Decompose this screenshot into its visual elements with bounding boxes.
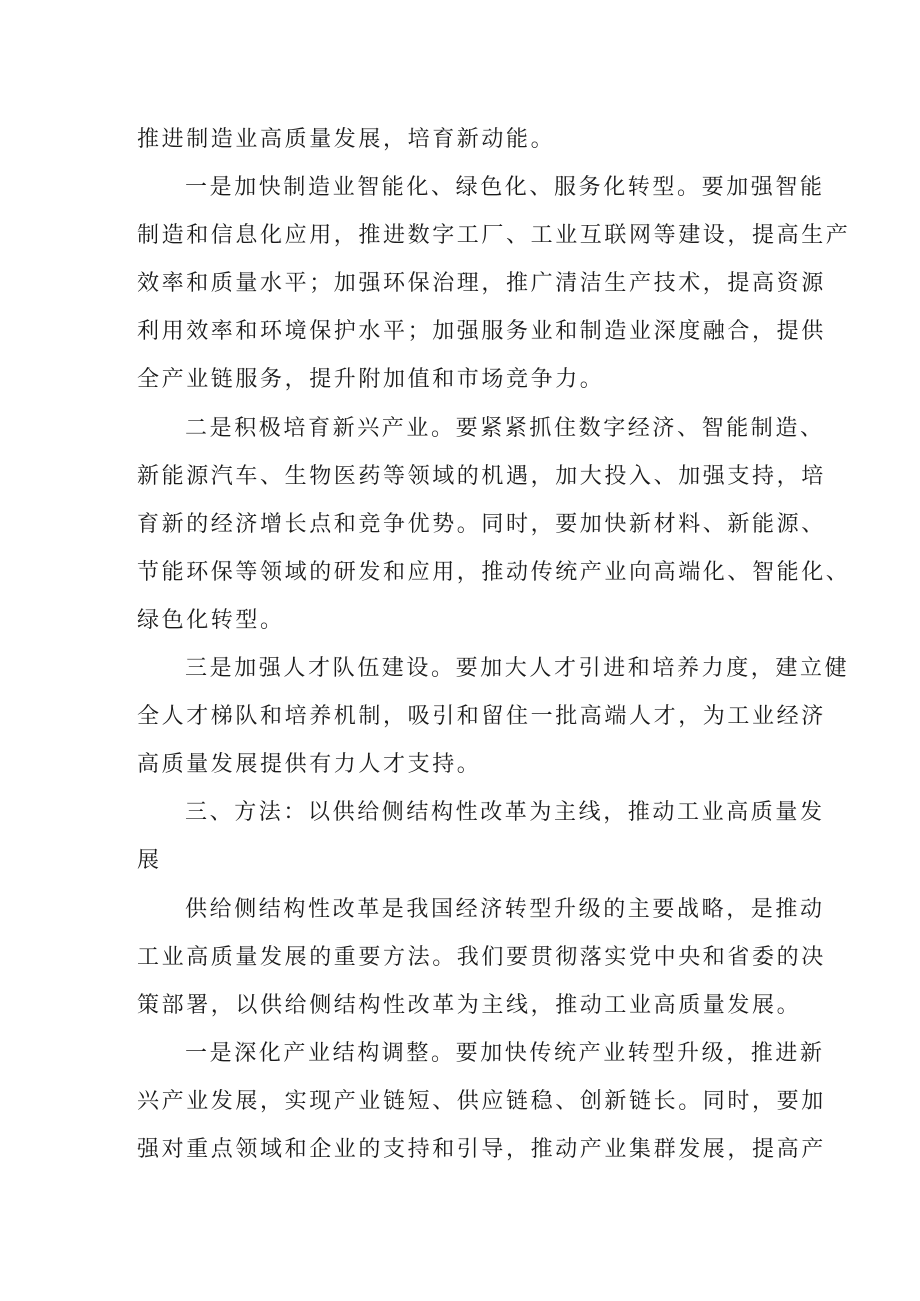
text-line: 绿色化转型。 — [137, 608, 285, 633]
text-line: 制造和信息化应用，推进数字工厂、工业互联网等建设，提高生产 — [137, 223, 851, 248]
text-line: 供给侧结构性改革是我国经济转型升级的主要战略，是推动 — [185, 897, 825, 922]
text-line: 强对重点领域和企业的支持和引导，推动产业集群发展，提高产 — [137, 1137, 826, 1162]
text-line: 工业高质量发展的重要方法。我们要贯彻落实党中央和省委的决 — [137, 945, 826, 970]
section-heading: 三、方法：以供给侧结构性改革为主线，推动工业高质量发 — [185, 800, 825, 825]
text-line: 策部署，以供给侧结构性改革为主线，推动工业高质量发展。 — [137, 993, 802, 1018]
text-line: 全人才梯队和培养机制，吸引和留住一批高端人才，为工业经济 — [137, 704, 826, 729]
text-line: 新能源汽车、生物医药等领域的机遇，加大投入、加强支持，培 — [137, 464, 826, 489]
text-line: 一是加快制造业智能化、绿色化、服务化转型。要加强智能 — [185, 175, 825, 200]
text-line: 三是加强人才队伍建设。要加大人才引进和培养力度，建立健 — [185, 656, 850, 681]
text-line: 利用效率和环境保护水平；加强服务业和制造业深度融合，提供 — [137, 319, 826, 344]
text-line: 兴产业发展，实现产业链短、供应链稳、创新链长。同时，要加 — [137, 1089, 826, 1114]
text-line: 推进制造业高质量发展，培育新动能。 — [137, 127, 556, 152]
text-line: 全产业链服务，提升附加值和市场竞争力。 — [137, 367, 605, 392]
section-heading-continuation: 展 — [137, 848, 162, 873]
text-line: 高质量发展提供有力人才支持。 — [137, 752, 482, 777]
text-line: 一是深化产业结构调整。要加快传统产业转型升级，推进新 — [185, 1041, 825, 1066]
text-line: 节能环保等领域的研发和应用，推动传统产业向高端化、智能化、 — [137, 560, 851, 585]
text-line: 效率和质量水平；加强环保治理，推广清洁生产技术，提高资源 — [137, 271, 826, 296]
text-line: 育新的经济增长点和竞争优势。同时，要加快新材料、新能源、 — [137, 512, 826, 537]
text-line: 二是积极培育新兴产业。要紧紧抓住数字经济、智能制造、 — [185, 416, 825, 441]
